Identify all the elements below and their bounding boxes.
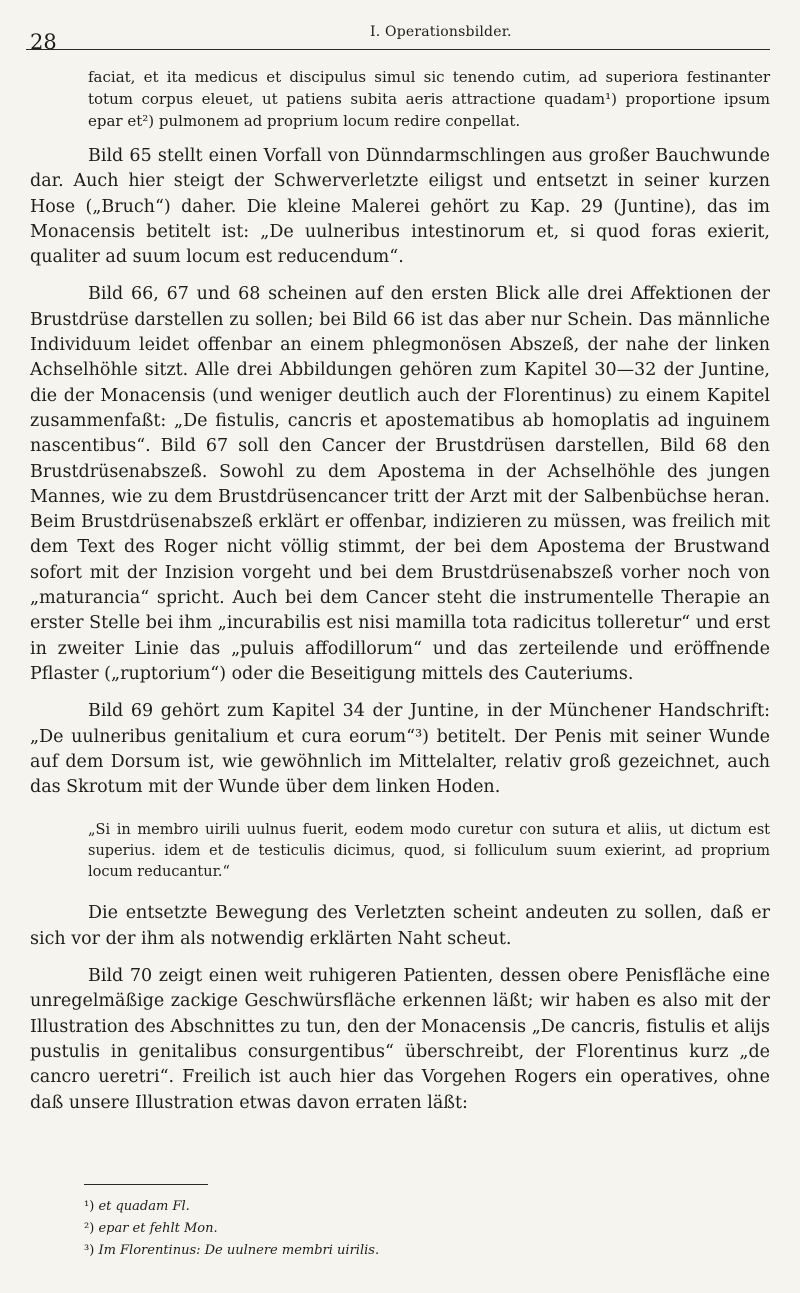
header-rule (26, 49, 770, 50)
block-quote: „Si in membro uirili uulnus fuerit, eodem modo curetur con sutura et aliis, ut dictum est superius. idem et de testiculis dicimus, quod, si folliculum suum exierint, ad proprium locum reducantur.“ (88, 822, 770, 881)
footnote-mark: ¹) (84, 1199, 95, 1214)
running-head: I. Operationsbilder. (370, 24, 512, 40)
page-number: 28 (30, 30, 57, 54)
body-text (30, 66, 770, 1116)
footnote-text: Im Florentinus: De uulnere membri uirilis. (98, 1243, 380, 1258)
paragraph-bewegung: Die entsetzte Bewegung des Verletzten scheint andeuten zu sollen, daß er sich vor der ihm als notwendig erklärten Naht scheut. (30, 903, 770, 949)
footnote-text: epar et fehlt Mon. (98, 1221, 218, 1236)
paragraph-bild-70: Bild 70 zeigt einen weit ruhigeren Patienten, dessen obere Penisfläche eine unregelmäßige zackige Geschwürsfläche erkennen läßt; wir haben es also mit der Illustration des Abschnittes zu tun, den der Monacensis „De cancris, fistulis et alijs pustulis in genitalibus consurgentibus“ überschreibt, der Florentinus kurz „de cancro ueretri“. Freilich ist auch hier das Vorgehen Rogers ein operatives, ohne daß unsere Illustration etwas davon erraten läßt: (30, 966, 770, 1113)
paragraph-bild-69: Bild 69 gehört zum Kapitel 34 der Juntine, in der Münchener Handschrift: „De uulneribus genitalium et cura eorum“³) betitelt. Der Penis mit seiner Wunde auf dem Dorsum ist, wie gewöhnlich im Mittelalter, relativ groß gezeichnet, auch das Skrotum mit der Wunde über dem linken Hoden. (30, 701, 770, 798)
footnote-mark: ²) (84, 1221, 95, 1236)
footnote-2 (84, 1218, 770, 1240)
page-header (30, 24, 770, 54)
footnote-3 (84, 1240, 770, 1262)
paragraph-bild-65: Bild 65 stellt einen Vorfall von Dünndarmschlingen aus großer Bauchwunde dar. Auch hier steigt der Schwerverletzte eiligst und entsetzt in seiner kurzen Hose („Bruch“) daher. Die kleine Malerei gehört zu Kap. 29 (Juntine), das im Monacensis betitelt ist: „De uulneribus intestinorum et, si quod foras exierit, qualiter ad suum locum est reducendum“. (30, 146, 770, 268)
footnote-text: et quadam Fl. (98, 1199, 190, 1214)
paragraph-bild-66-68: Bild 66, 67 und 68 scheinen auf den ersten Blick alle drei Affektionen der Brustdrüse darstellen zu sollen; bei Bild 66 ist das aber nur Schein. Das männliche Individuum leidet offenbar an einem phlegmonösen Abszeß, der nahe der linken Achselhöhle sitzt. Alle drei Abbildungen gehören zum Kapitel 30—32 der Juntine, die der Monacensis (und weniger deutlich auch der Florentinus) zu einem Kapitel zusammenfaßt: „De fistulis, cancris et apostematibus ab homoplatis ad inguinem nascentibus“. Bild 67 soll den Cancer der Brustdrüsen darstellen, Bild 68 den Brustdrüsenabszeß. Sowohl zu dem Apostema in der Achselhöhle des jungen Mannes, wie zu dem Brustdrüsencancer tritt der Arzt mit der Salbenbüchse heran. Beim Brustdrüsenabszeß erklärt er offenbar, indizieren zu müssen, was freilich mit dem Text des Roger nicht völlig stimmt, der bei dem Apostema der Brustwand sofort mit der Inzision vorgeht und bei dem Brustdrüsenabszeß vorher noch von „maturancia“ spricht. Auch bei dem Cancer steht die instrumentelle Therapie an erster Stelle bei ihm „incurabilis est nisi mamilla tota radicitus tolleretur“ und erst in zweiter Linie das „puluis affodillorum“ und das zerteilende und eröffnende Pflaster („ruptorium“) oder die Beseitigung mittels des Cauteriums. (30, 284, 770, 684)
paragraph-continued-quote: faciat, et ita medicus et discipulus simul sic tenendo cutim, ad superiora festinanter totum corpus eleuet, ut patiens subita aeris attractione quadam¹) proportione ipsum epar et²) pulmonem ad proprium locum redire conpellat. (88, 68, 770, 130)
footnote-mark: ³) (84, 1243, 95, 1258)
footnote-rule (84, 1184, 208, 1185)
footnote-1 (84, 1196, 770, 1218)
footnotes (84, 1196, 770, 1262)
